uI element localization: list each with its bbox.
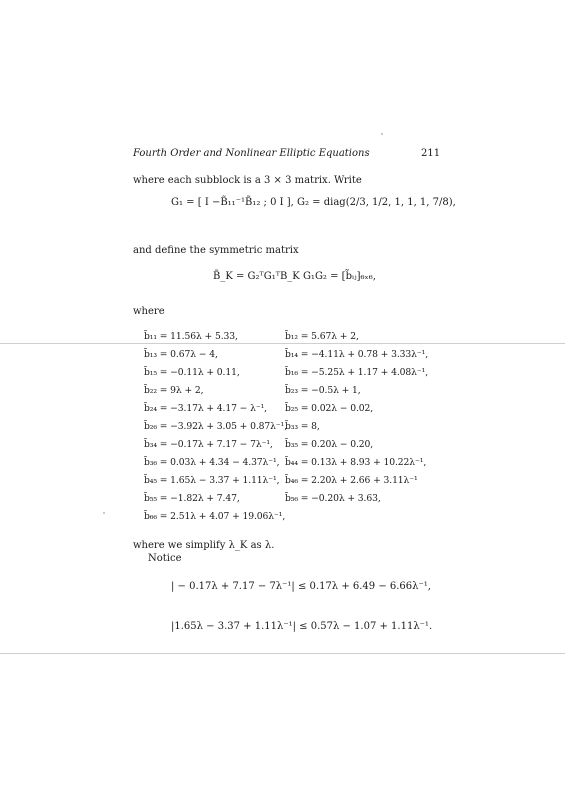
notice-label: Notice — [148, 553, 182, 564]
matrix-entry: b̃₆₆ = 2.51λ + 4.07 + 19.06λ⁻¹, — [144, 511, 286, 522]
scan-speck — [103, 512, 105, 514]
matrix-entry: b̃₃₅ = 0.20λ − 0.20, — [285, 439, 374, 450]
symmetric-matrix-intro: and define the symmetric matrix — [133, 245, 299, 256]
where-label: where — [133, 306, 165, 317]
simplify-note: where we simplify λ_K as λ. — [133, 540, 275, 551]
page-number: 211 — [421, 148, 441, 159]
matrix-entry: b̃₂₆ = −3.92λ + 3.05 + 0.87λ⁻¹, — [144, 421, 288, 432]
scan-speck — [381, 133, 383, 135]
inequality-1: | − 0.17λ + 7.17 − 7λ⁻¹| ≤ 0.17λ + 6.49 − 6.66λ⁻¹, — [171, 581, 431, 592]
matrix-entry: b̃₁₄ = −4.11λ + 0.78 + 3.33λ⁻¹, — [285, 349, 429, 360]
matrix-entry: b̃₂₂ = 9λ + 2, — [144, 385, 204, 396]
matrix-entry: b̃₃₄ = −0.17λ + 7.17 − 7λ⁻¹, — [144, 439, 273, 450]
matrix-entry: b̃₁₅ = −0.11λ + 0.11, — [144, 367, 240, 378]
scan-line-divider — [0, 343, 565, 344]
matrix-entry: b̃₅₆ = −0.20λ + 3.63, — [285, 493, 381, 504]
intro-text: where each subblock is a 3 × 3 matrix. Write — [133, 175, 362, 186]
matrix-entry: b̃₁₆ = −5.25λ + 1.17 + 4.08λ⁻¹, — [285, 367, 429, 378]
matrix-entry: b̃₂₅ = 0.02λ − 0.02, — [285, 403, 374, 414]
matrix-entry: b̃₄₄ = 0.13λ + 8.93 + 10.22λ⁻¹, — [285, 457, 427, 468]
scan-line-divider — [0, 653, 565, 654]
matrix-entry: b̃₁₃ = 0.67λ − 4, — [144, 349, 218, 360]
inequality-2: |1.65λ − 3.37 + 1.11λ⁻¹| ≤ 0.57λ − 1.07 + 1.11λ⁻¹. — [171, 621, 433, 632]
matrix-entry: b̃₁₂ = 5.67λ + 2, — [285, 331, 359, 342]
matrix-entry: b̃₁₁ = 11.56λ + 5.33, — [144, 331, 238, 342]
running-header-title: Fourth Order and Nonlinear Elliptic Equations — [133, 148, 370, 159]
matrix-entry: b̃₄₅ = 1.65λ − 3.37 + 1.11λ⁻¹, — [144, 475, 280, 486]
bk-equation: B̃_K = G₂ᵀG₁ᵀB_K G₁G₂ = [b̃ᵢⱼ]₆ₓ₆, — [213, 271, 376, 282]
matrix-entry: b̃₅₅ = −1.82λ + 7.47, — [144, 493, 240, 504]
matrix-entry: b̃₃₃ = 8, — [285, 421, 320, 432]
matrix-entry: b̃₄₆ = 2.20λ + 2.66 + 3.11λ⁻¹ — [285, 475, 418, 486]
matrix-entry: b̃₂₄ = −3.17λ + 4.17 − λ⁻¹, — [144, 403, 267, 414]
matrix-entry: b̃₂₃ = −0.5λ + 1, — [285, 385, 361, 396]
g-matrix-definitions: G₁ = [ I −B̃₁₁⁻¹B̃₁₂ ; 0 I ], G₂ = diag(2/3, 1/2, 1, 1, 1, 7/8), — [171, 197, 456, 208]
matrix-entry: b̃₃₆ = 0.03λ + 4.34 − 4.37λ⁻¹, — [144, 457, 280, 468]
